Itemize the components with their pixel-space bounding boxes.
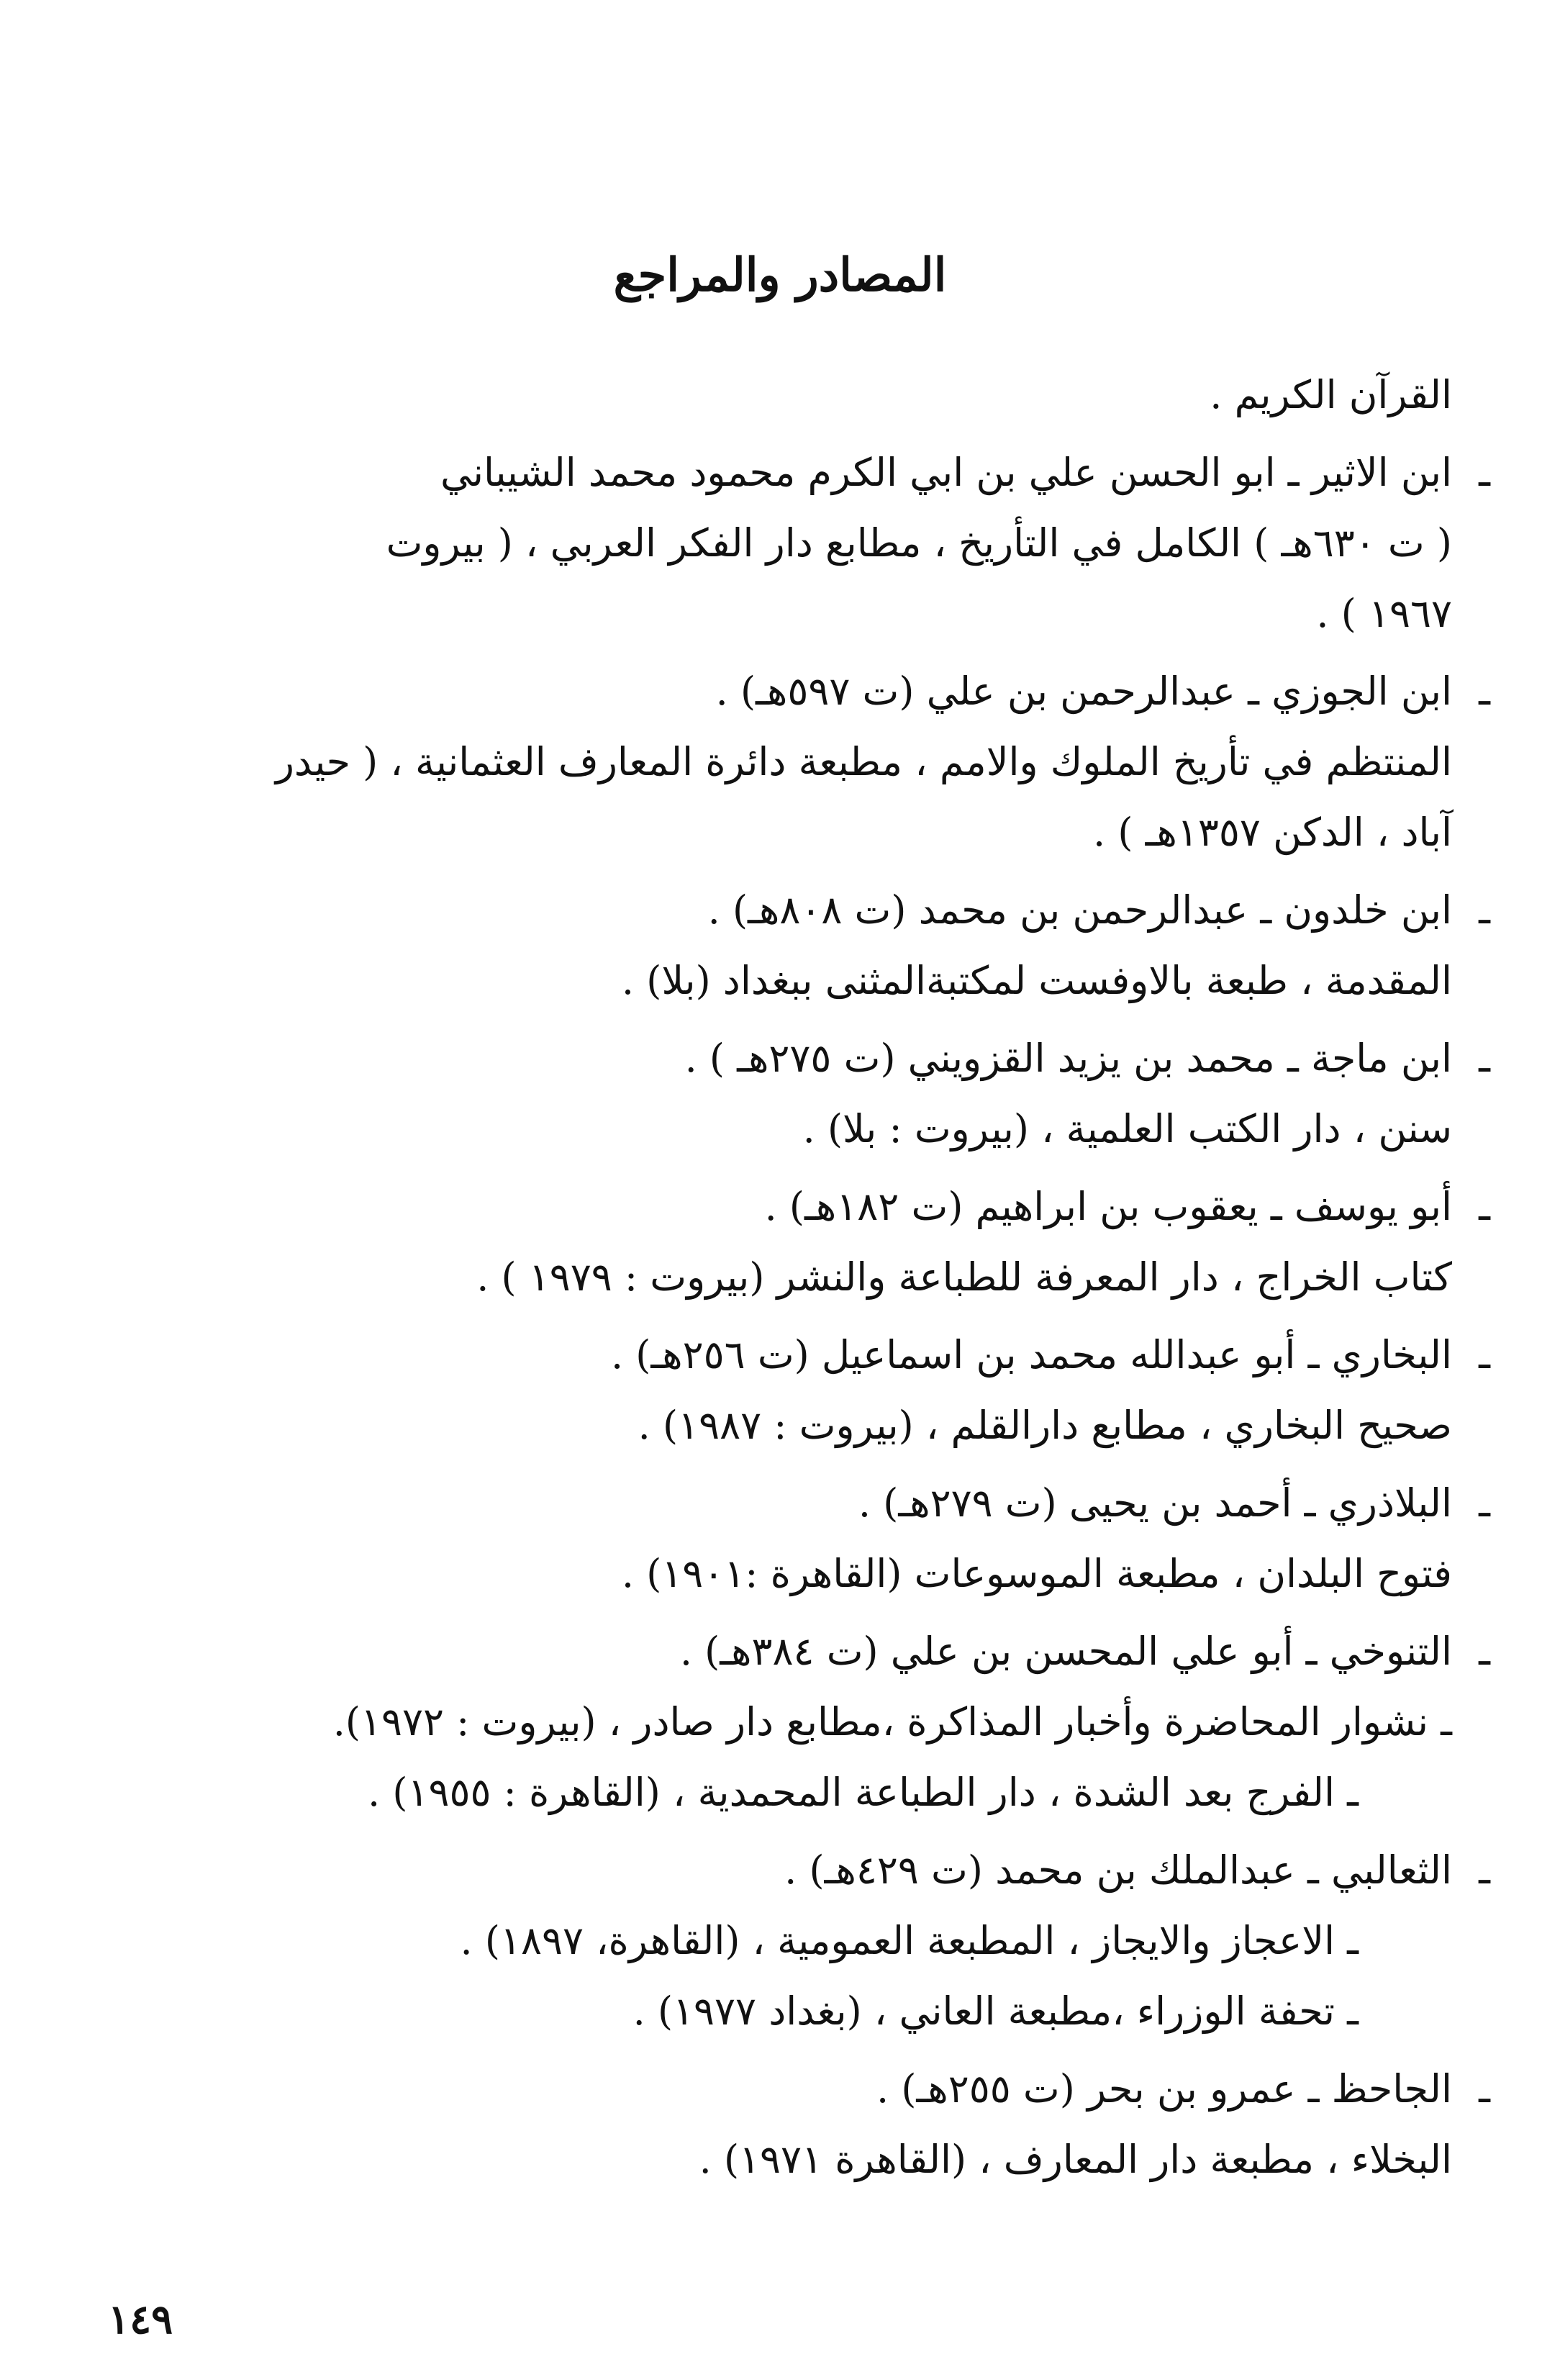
line-text: ابن خلدون ـ عبدالرحمن بن محمد (ت ٨٠٨هـ) . [707, 887, 1452, 933]
line-text: صحيح البخاري ، مطابع دارالقلم ، (بيروت : ١٩٨٧) . [638, 1403, 1452, 1448]
reference-line [108, 1242, 1452, 1313]
entry-dash: ـ [1479, 1480, 1490, 1526]
reference-line [108, 2125, 1452, 2195]
reference-line [108, 1023, 1490, 1094]
line-text: أبو يوسف ـ يعقوب بن ابراهيم (ت ١٨٢هـ) . [764, 1184, 1452, 1229]
references-list [108, 360, 1490, 2195]
line-text: ـ نشوار المحاضرة وأخبار المذاكرة ،مطابع دار صادر ، (بيروت : ١٩٧٢). [332, 1699, 1452, 1745]
entry-dash: ـ [1479, 887, 1490, 933]
line-text: ابن الجوزي ـ عبدالرحمن بن علي (ت ٥٩٧هـ) . [715, 669, 1452, 714]
reference-line [108, 1320, 1490, 1390]
line-text: البخاري ـ أبو عبدالله محمد بن اسماعيل (ت ٢٥٦هـ) . [610, 1332, 1452, 1377]
reference-line [108, 1172, 1490, 1242]
line-text: البلاذري ـ أحمد بن يحيى (ت ٢٧٩هـ) . [858, 1480, 1452, 1526]
reference-line [108, 438, 1490, 508]
reference-line [108, 946, 1452, 1016]
entry-dash: ـ [1479, 669, 1490, 714]
line-text: ابن ماجة ـ محمد بن يزيد القزويني (ت ٢٧٥هـ ) . [684, 1036, 1452, 1081]
line-text: فتوح البلدان ، مطبعة الموسوعات (القاهرة :١٩٠١) . [621, 1551, 1452, 1596]
reference-line [108, 727, 1452, 797]
line-text: البخلاء ، مطبعة دار المعارف ، (القاهرة ١٩٧١) . [699, 2137, 1452, 2182]
reference-line [108, 579, 1452, 649]
entry-dash: ـ [1479, 450, 1490, 495]
line-text: ابن الاثير ـ ابو الحسن علي بن ابي الكرم محمود محمد الشيباني [440, 450, 1452, 495]
entry-dash: ـ [1479, 2066, 1490, 2112]
reference-line [108, 797, 1452, 868]
reference-line [108, 1687, 1452, 1757]
line-text: ( ت ٦٣٠هـ ) الكامل في التأريخ ، مطابع دار الفكر العربي ، ( بيروت [386, 520, 1452, 566]
entry-dash: ـ [1479, 1332, 1490, 1377]
reference-line [108, 2054, 1490, 2125]
line-text: ـ تحفة الوزراء ،مطبعة العاني ، (بغداد ١٩٧٧) . [632, 1988, 1359, 2034]
line-text: الثعالبي ـ عبدالملك بن محمد (ت ٤٢٩هـ) . [784, 1847, 1452, 1893]
line-text: سنن ، دار الكتب العلمية ، (بيروت : بلا) . [802, 1106, 1452, 1151]
reference-line [108, 508, 1452, 579]
line-text: ـ الفرج بعد الشدة ، دار الطباعة المحمدية ، (القاهرة : ١٩٥٥) . [368, 1770, 1359, 1815]
line-text: آباد ، الدكن ١٣٥٧هـ ) . [1093, 810, 1452, 855]
reference-line [108, 1468, 1490, 1539]
entry-dash: ـ [1479, 1184, 1490, 1229]
reference-line [108, 360, 1452, 430]
reference-line [108, 1539, 1452, 1609]
line-text: المقدمة ، طبعة بالاوفست لمكتبةالمثنى ببغداد (بلا) . [621, 958, 1452, 1003]
reference-line [108, 875, 1490, 946]
reference-line [108, 1757, 1452, 1828]
reference-line [108, 1976, 1452, 2047]
line-text: ـ الاعجاز والايجاز ، المطبعة العمومية ، (القاهرة، ١٨٩٧) . [460, 1918, 1359, 1963]
line-text: الجاحظ ـ عمرو بن بحر (ت ٢٥٥هـ) . [876, 2066, 1452, 2112]
page-number: ١٤٩ [108, 2296, 173, 2343]
reference-line [108, 656, 1490, 727]
reference-line [108, 1906, 1452, 1976]
line-text: كتاب الخراج ، دار المعرفة للطباعة والنشر (بيروت : ١٩٧٩ ) . [476, 1254, 1452, 1300]
line-text: ١٩٦٧ ) . [1316, 591, 1452, 636]
entry-dash: ـ [1479, 1629, 1490, 1674]
reference-line [108, 1390, 1452, 1461]
line-text: المنتظم في تأريخ الملوك والامم ، مطبعة دائرة المعارف العثمانية ، ( حيدر [275, 739, 1452, 784]
line-text: التنوخي ـ أبو علي المحسن بن علي (ت ٣٨٤هـ) . [679, 1629, 1452, 1674]
entry-dash: ـ [1479, 1036, 1490, 1081]
reference-line [108, 1616, 1490, 1687]
entry-dash: ـ [1479, 1847, 1490, 1893]
page-title: المصادر والمراجع [613, 248, 947, 302]
line-text: القرآن الكريم . [1210, 372, 1452, 417]
reference-line [108, 1094, 1452, 1164]
reference-line [108, 1835, 1490, 1906]
